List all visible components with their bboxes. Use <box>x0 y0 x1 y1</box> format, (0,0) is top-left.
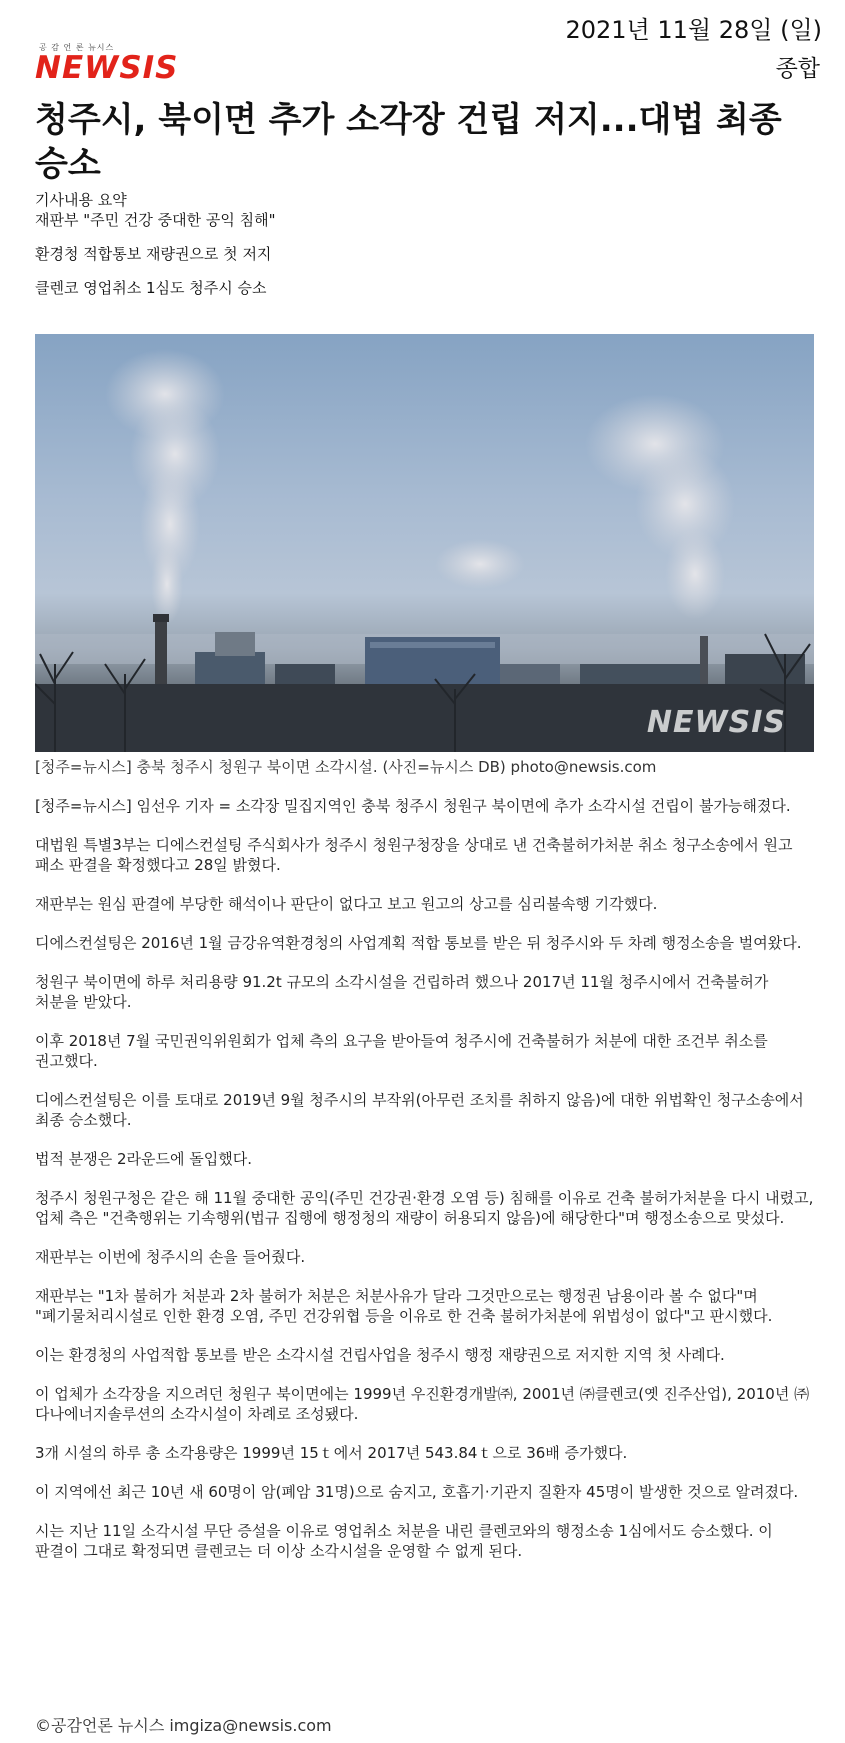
article-summary <box>35 190 815 298</box>
paragraph: 3개 시설의 하루 총 소각용량은 1999년 15ｔ에서 2017년 543.84ｔ으로 36배 증가했다. <box>35 1444 628 1462</box>
paragraph: [청주=뉴시스] 임선우 기자 = 소각장 밀집지역인 충북 청주시 청원구 북이면에 추가 소각시설 건립이 불가능해졌다. <box>35 797 791 815</box>
paragraph: 이 업체가 소각장을 지으려던 청원구 북이면에는 1999년 우진환경개발㈜, 2001년 ㈜클렌코(옛 진주산업), 2010년 ㈜다나에너지솔루션의 소각시설이 차례로 조성됐다. <box>35 1385 810 1423</box>
summary-line: 클렌코 영업취소 1심도 청주시 승소 <box>35 279 267 297</box>
summary-heading: 기사내용 요약 <box>35 191 127 209</box>
paragraph: 대법원 특별3부는 디에스컨설팅 주식회사가 청주시 청원구청장을 상대로 낸 건축불허가처분 취소 청구소송에서 원고 패소 판결을 확정했다고 28일 밝혔다. <box>35 836 793 874</box>
incinerator-scene-illustration <box>35 334 814 752</box>
photo-caption: [청주=뉴시스] 충북 청주시 청원구 북이면 소각시설. (사진=뉴시스 DB) photo@newsis.com <box>35 758 657 776</box>
section-label: 종합 <box>775 56 820 82</box>
paragraph: 청원구 북이면에 하루 처리용량 91.2t 규모의 소각시설을 건립하려 했으나 2017년 11월 청주시에서 건축불허가 처분을 받았다. <box>35 973 769 1011</box>
photo-watermark: NEWSIS <box>646 705 786 740</box>
paragraph: 시는 지난 11일 소각시설 무단 증설을 이유로 영업취소 처분을 내린 클렌코와의 행정소송 1심에서도 승소했다. 이 판결이 그대로 확정되면 클렌코는 더 이상 소각시설을 운영할 수 없게 된다. <box>35 1522 773 1560</box>
headline: 청주시, 북이면 추가 소각장 건립 저지...대법 최종 승소 <box>35 100 782 184</box>
paragraph: 재판부는 원심 판결에 부당한 해석이나 판단이 없다고 보고 원고의 상고를 심리불속행 기각했다. <box>35 895 658 913</box>
paragraph: 법적 분쟁은 2라운드에 돌입했다. <box>35 1150 252 1168</box>
paragraph: 디에스컨설팅은 이를 토대로 2019년 9월 청주시의 부작위(아무런 조치를 취하지 않음)에 대한 위법확인 청구소송에서 최종 승소했다. <box>35 1091 804 1129</box>
article-body <box>35 796 815 1580</box>
paragraph: 재판부는 이번에 청주시의 손을 들어줬다. <box>35 1248 306 1266</box>
paragraph: 이후 2018년 7월 국민권익위원회가 업체 측의 요구을 받아들여 청주시에 건축불허가 처분에 대한 조건부 취소를 권고했다. <box>35 1032 768 1070</box>
paragraph: 이는 환경청의 사업적합 통보를 받은 소각시설 건립사업을 청주시 행정 재량권으로 저지한 지역 첫 사례다. <box>35 1346 725 1364</box>
paragraph: 이 지역에선 최근 10년 새 60명이 암(폐암 31명)으로 숨지고, 호흡기·기관지 질환자 45명이 발생한 것으로 알려졌다. <box>35 1483 799 1501</box>
logo-wordmark: NEWSIS <box>35 50 179 86</box>
summary-line: 환경청 적합통보 재량권으로 첫 저지 <box>35 245 272 263</box>
paragraph: 재판부는 "1차 불허가 처분과 2차 불허가 처분은 처분사유가 달라 그것만으로는 행정권 남용이라 볼 수 없다"며 "폐기물처리시설로 인한 환경 오염, 주민 건강위협 등을 이유로 한 건축 불허가처분에 위법성이 없다"고 판시했다. <box>35 1287 773 1325</box>
summary-line: 재판부 "주민 건강 중대한 공익 침해" <box>35 211 276 229</box>
publish-date: 2021년 11월 28일 (일) <box>565 16 822 44</box>
logo-tagline: 공 감 언 론 뉴시스 <box>39 43 115 52</box>
article-photo <box>35 334 814 752</box>
paragraph: 청주시 청원구청은 같은 해 11월 중대한 공익(주민 건강권·환경 오염 등) 침해를 이유로 건축 불허가처분을 다시 내렸고, 업체 측은 "건축행위는 기속행위(법규 집행에 행정청의 재량이 허용되지 않음)에 해당한다"며 행정소송으로 맞섰다. <box>35 1189 814 1227</box>
article-credit: ©공감언론 뉴시스 imgiza@newsis.com <box>35 1716 332 1735</box>
paragraph: 디에스컨설팅은 2016년 1월 금강유역환경청의 사업계획 적합 통보를 받은 뒤 청주시와 두 차례 행정소송을 벌여왔다. <box>35 934 802 952</box>
newsis-logo <box>35 40 205 90</box>
